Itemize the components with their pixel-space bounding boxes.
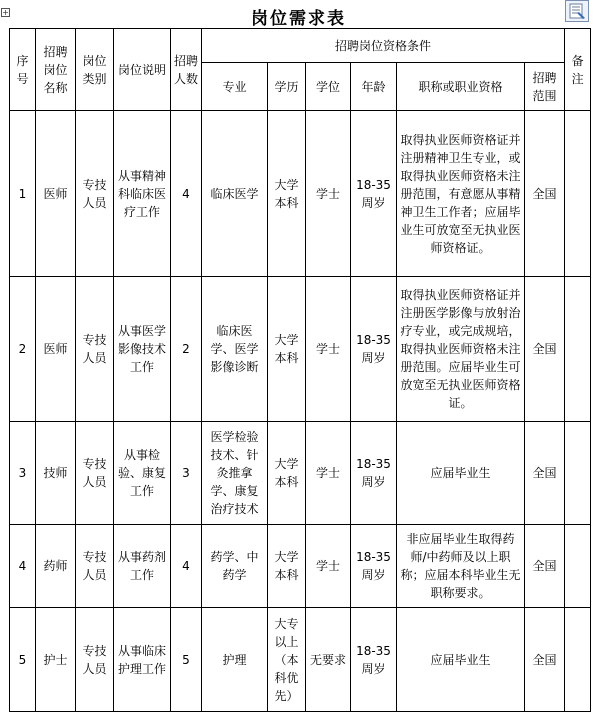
- cell-post-type: 专技人员: [76, 525, 114, 608]
- cell-post-name: 医师: [36, 111, 76, 277]
- cell-post-type: 专技人员: [76, 422, 114, 525]
- cell-scope: 全国: [525, 608, 565, 712]
- cell-age: 18-35周岁: [351, 525, 397, 608]
- cell-education: 大学本科: [268, 277, 306, 422]
- cell-age: 18-35周岁: [351, 608, 397, 712]
- header-degree: 学位: [306, 63, 351, 111]
- cell-seq: 2: [10, 277, 36, 422]
- header-qualification-group: 招聘岗位资格条件: [202, 29, 565, 63]
- header-remark: 备注: [565, 29, 591, 111]
- cell-education: 大学本科: [268, 111, 306, 277]
- cell-post-desc: 从事医学影像技术工作: [114, 277, 171, 422]
- cell-degree: 学士: [306, 422, 351, 525]
- table-row: [10, 525, 591, 608]
- table-row: [10, 111, 591, 277]
- cell-remark: [565, 422, 591, 525]
- cell-post-name: 医师: [36, 277, 76, 422]
- header-age: 年龄: [351, 63, 397, 111]
- cell-title-cert: 应届毕业生: [397, 608, 525, 712]
- cell-major: 护理: [202, 608, 268, 712]
- cell-seq: 1: [10, 111, 36, 277]
- cell-education: 大专以上（本科优先）: [268, 608, 306, 712]
- table-row: [10, 277, 591, 422]
- cell-seq: 5: [10, 608, 36, 712]
- cell-degree: 学士: [306, 525, 351, 608]
- cell-scope: 全国: [525, 525, 565, 608]
- cell-count: 4: [171, 525, 202, 608]
- cell-remark: [565, 525, 591, 608]
- cell-count: 5: [171, 608, 202, 712]
- cell-title-cert: 取得执业医师资格证并注册医学影像与放射治疗专业，或完成规培，取得执业医师资格未注册范围。应届毕业生可放宽至无执业医师资格证。: [397, 277, 525, 422]
- cell-age: 18-35周岁: [351, 422, 397, 525]
- cell-age: 18-35周岁: [351, 277, 397, 422]
- cell-seq: 4: [10, 525, 36, 608]
- cell-degree: 无要求: [306, 608, 351, 712]
- cell-post-desc: 从事临床护理工作: [114, 608, 171, 712]
- cell-count: 2: [171, 277, 202, 422]
- cell-seq: 3: [10, 422, 36, 525]
- header-scope: 招聘范围: [525, 63, 565, 111]
- cell-remark: [565, 277, 591, 422]
- cell-post-desc: 从事检验、康复工作: [114, 422, 171, 525]
- header-row-1: [10, 29, 591, 63]
- cell-scope: 全国: [525, 422, 565, 525]
- job-requirements-table: [9, 28, 591, 712]
- cell-remark: [565, 608, 591, 712]
- cell-major: 药学、中药学: [202, 525, 268, 608]
- cell-age: 18-35周岁: [351, 111, 397, 277]
- table-row: [10, 608, 591, 712]
- page-title: 岗位需求表: [251, 9, 346, 29]
- cell-count: 3: [171, 422, 202, 525]
- cell-post-desc: 从事精神科临床医疗工作: [114, 111, 171, 277]
- cell-degree: 学士: [306, 111, 351, 277]
- cell-title-cert: 取得执业医师资格证并注册精神卫生专业，或取得执业医师资格未注册范围，有意愿从事精神卫生工作者；应届毕业生可放宽至无执业医师资格证。: [397, 111, 525, 277]
- header-major: 专业: [202, 63, 268, 111]
- header-post-type: 岗位类别: [76, 29, 114, 111]
- cell-post-name: 技师: [36, 422, 76, 525]
- cell-education: 大学本科: [268, 525, 306, 608]
- cell-degree: 学士: [306, 277, 351, 422]
- cell-post-type: 专技人员: [76, 111, 114, 277]
- cell-major: 医学检验技术、针灸推拿学、康复治疗技术: [202, 422, 268, 525]
- cell-scope: 全国: [525, 111, 565, 277]
- cell-post-desc: 从事药剂工作: [114, 525, 171, 608]
- table-row: [10, 422, 591, 525]
- cell-major: 临床医学、医学影像诊断: [202, 277, 268, 422]
- table-move-handle-icon[interactable]: +: [2, 8, 9, 17]
- header-count: 招聘人数: [171, 29, 202, 111]
- header-title-cert: 职称或职业资格: [397, 63, 525, 111]
- cell-count: 4: [171, 111, 202, 277]
- cell-education: 大学本科: [268, 422, 306, 525]
- cell-major: 临床医学: [202, 111, 268, 277]
- header-post-name: 招聘岗位名称: [36, 29, 76, 111]
- cell-post-type: 专技人员: [76, 608, 114, 712]
- cell-post-name: 药师: [36, 525, 76, 608]
- cell-title-cert: 应届毕业生: [397, 422, 525, 525]
- header-seq: 序号: [10, 29, 36, 111]
- cell-scope: 全国: [525, 277, 565, 422]
- cell-remark: [565, 111, 591, 277]
- header-post-desc: 岗位说明: [114, 29, 171, 111]
- header-education: 学历: [268, 63, 306, 111]
- cell-post-name: 护士: [36, 608, 76, 712]
- cell-post-type: 专技人员: [76, 277, 114, 422]
- cell-title-cert: 非应届毕业生取得药师/中药师及以上职称；应届本科毕业生无职称要求。: [397, 525, 525, 608]
